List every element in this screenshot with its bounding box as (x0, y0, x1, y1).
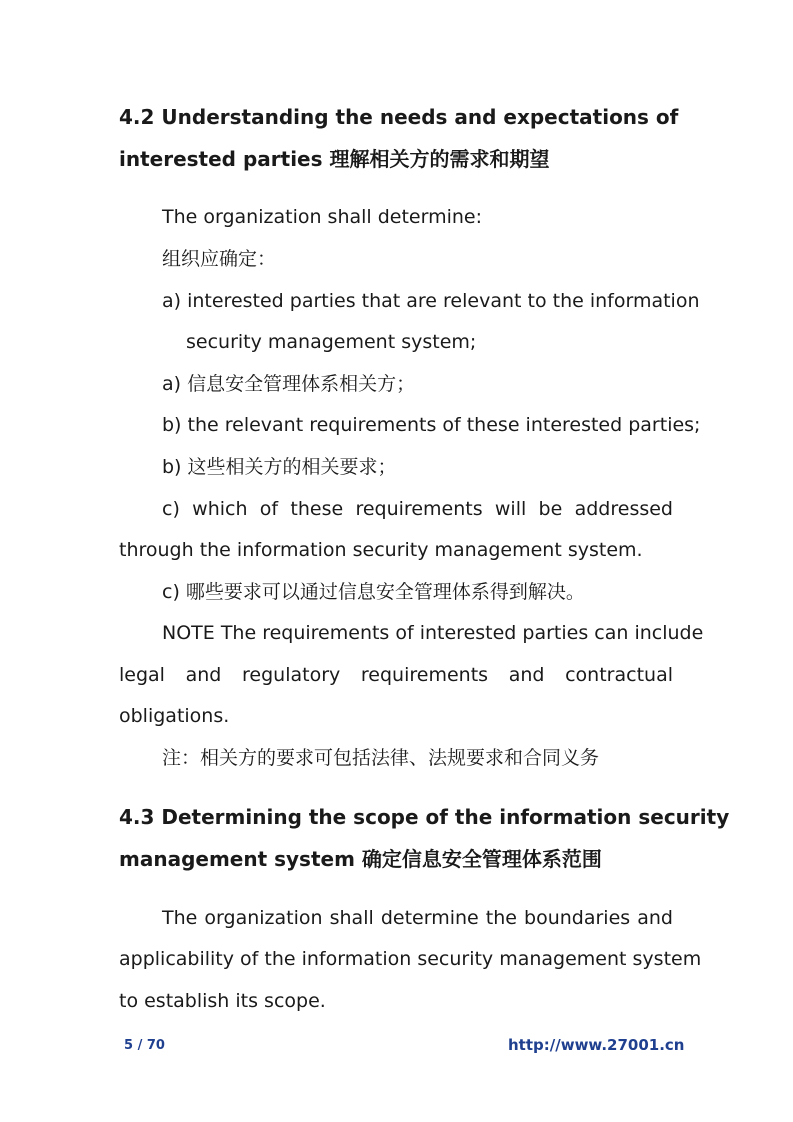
note-zh: 注：相关方的要求可包括法律、法规要求和合同义务 (162, 747, 600, 769)
note-en-line3: obligations. (119, 705, 230, 727)
footer-url-link[interactable]: http://www.27001.cn (508, 1036, 685, 1054)
section-4-3-heading-line1: 4.3 Determining the scope of the information security (119, 805, 730, 829)
intro-zh: 组织应确定： (162, 248, 277, 270)
item-c-zh: c) 哪些要求可以通过信息安全管理体系得到解决。 (162, 581, 585, 603)
item-c-en-line1: c) which of these requirements will be addressed (162, 498, 673, 520)
item-c-en-line2: through the information security management system. (119, 539, 643, 561)
note-en-line2: legal and regulatory requirements and contractual (119, 664, 673, 686)
scope-para-line2: applicability of the information security management system (119, 948, 702, 970)
item-b-zh: b) 这些相关方的相关要求； (162, 456, 397, 478)
page-number: 5 / 70 (124, 1038, 165, 1053)
scope-para-line3: to establish its scope. (119, 990, 326, 1012)
section-4-3-heading-line2: management system 确定信息安全管理体系范围 (119, 847, 602, 871)
section-4-2-heading-line1: 4.2 Understanding the needs and expectations of (119, 105, 679, 129)
scope-para-line1: The organization shall determine the boundaries and (162, 907, 673, 929)
note-en-line1: NOTE The requirements of interested parties can include (162, 622, 704, 644)
section-4-2-heading-line2: interested parties 理解相关方的需求和期望 (119, 147, 550, 171)
item-a-en-line1: a) interested parties that are relevant to the information (162, 290, 700, 312)
intro-en: The organization shall determine: (162, 206, 483, 228)
item-a-en-line2: security management system; (186, 331, 477, 353)
item-a-zh: a) 信息安全管理体系相关方； (162, 373, 416, 395)
item-b-en: b) the relevant requirements of these interested parties; (162, 414, 701, 436)
